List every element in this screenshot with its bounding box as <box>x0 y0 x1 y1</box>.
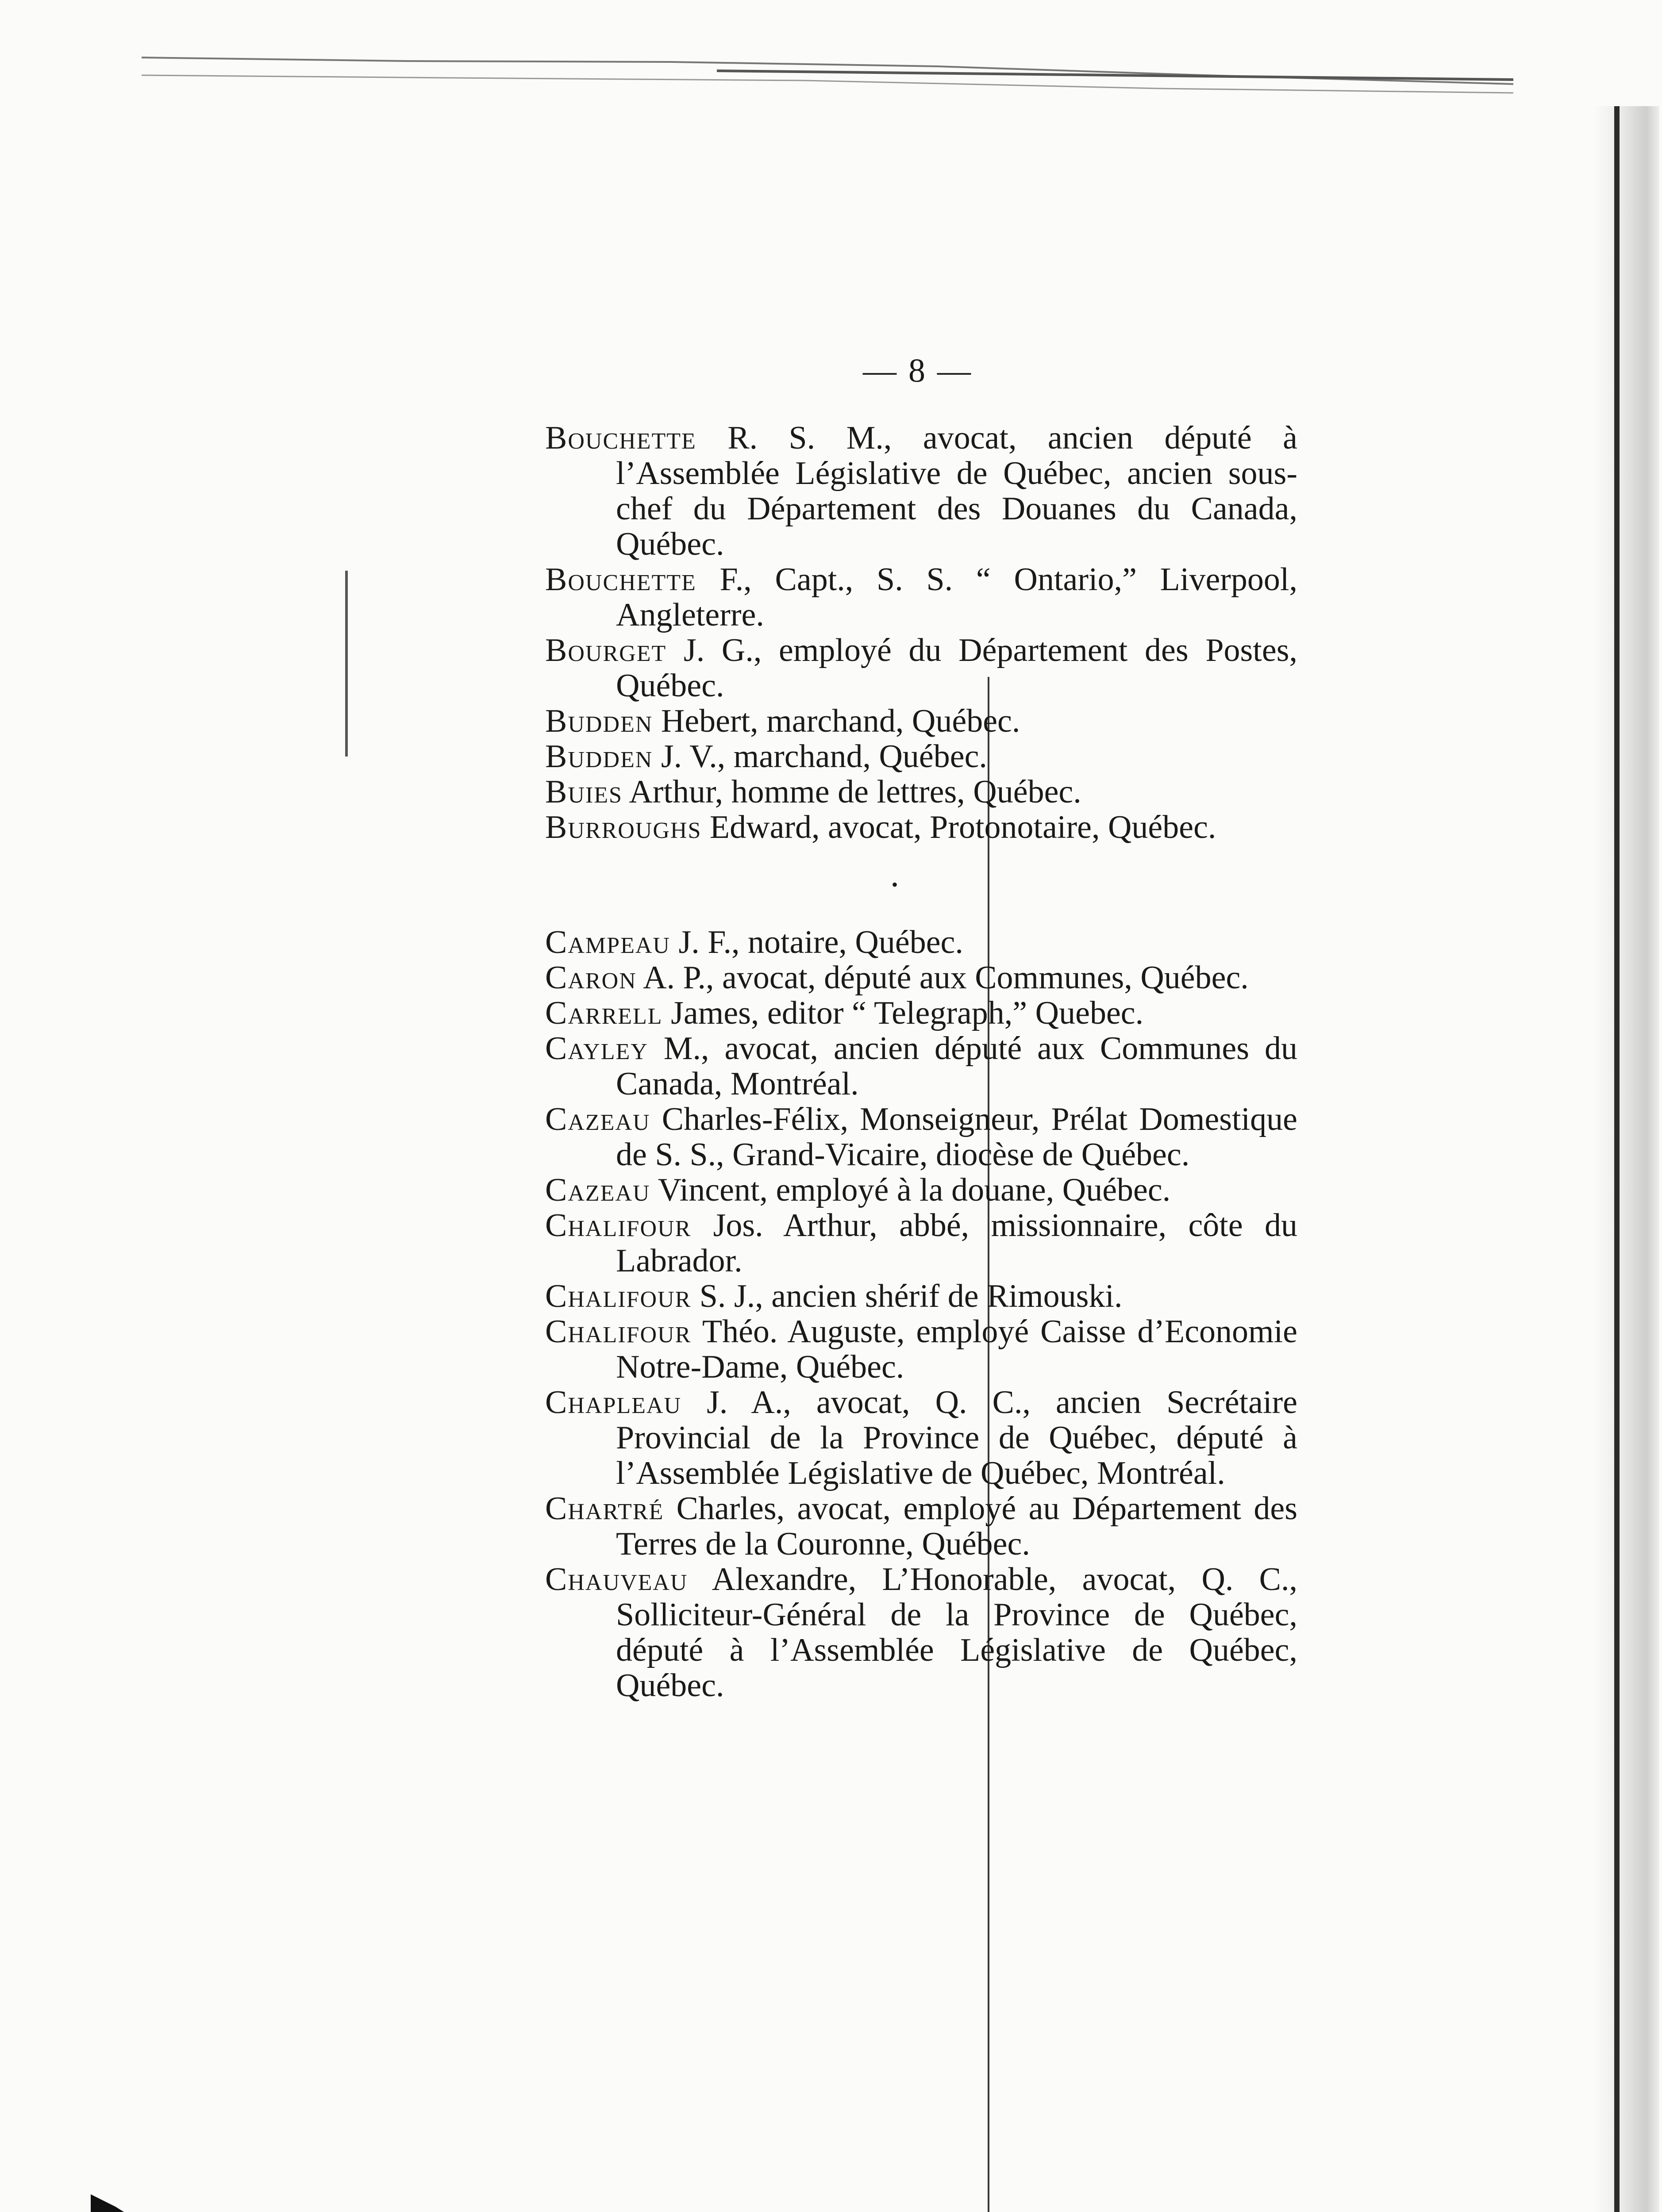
entry-surname: Bouchette <box>545 561 696 598</box>
directory-entry <box>545 1279 1297 1314</box>
directory-entry <box>545 420 1297 562</box>
entry-details: Arthur, homme de lettres, Québec. <box>622 774 1081 810</box>
entry-details: J. G., employé du Département des Postes, Québec. <box>616 632 1297 704</box>
directory-entry <box>545 1208 1297 1279</box>
entry-surname: Bourget <box>545 632 667 668</box>
entry-details: A. P., avocat, député aux Communes, Québec. <box>636 960 1249 996</box>
directory-entry <box>545 960 1297 995</box>
directory-entry <box>545 810 1297 845</box>
directory-entry <box>545 1491 1297 1562</box>
page-number: — 8 — <box>863 352 973 389</box>
directory-entry <box>545 1562 1297 1703</box>
entry-surname: Chalifour <box>545 1207 692 1244</box>
entry-details: J. V., marchand, Québec. <box>653 738 987 775</box>
corner-ink-blot <box>91 2194 162 2212</box>
entry-surname: Budden <box>545 738 653 775</box>
entry-details: Théo. Auguste, employé Caisse d’Economie Notre-Dame, Québec. <box>616 1313 1297 1385</box>
margin-pencil-mark <box>345 571 348 757</box>
directory-entry <box>545 633 1297 703</box>
directory-entry <box>545 1172 1297 1208</box>
entry-details: Edward, avocat, Protonotaire, Québec. <box>701 809 1216 845</box>
directory-entry <box>545 739 1297 774</box>
scan-streak <box>142 49 1513 97</box>
entry-details: Jos. Arthur, abbé, missionnaire, côte du Labrador. <box>616 1207 1297 1279</box>
entry-surname: Cazeau <box>545 1101 650 1137</box>
entries-b-section <box>545 420 1297 845</box>
entry-details: James, editor “ Telegraph,” Quebec. <box>662 995 1144 1031</box>
entry-surname: Cayley <box>545 1030 648 1067</box>
entry-details: F., Capt., S. S. “ Ontario,” Liverpool, Angleterre. <box>616 561 1297 633</box>
directory-entry <box>545 1031 1297 1102</box>
entry-details: R. S. M., avocat, ancien député à l’Assemblée Législative de Québec, ancien sous-chef du Département des Douanes du Canada, Québec. <box>616 420 1297 562</box>
directory-entry <box>545 995 1297 1031</box>
entry-surname: Chalifour <box>545 1278 692 1314</box>
entry-surname: Cazeau <box>545 1172 650 1208</box>
directory-entry <box>545 703 1297 739</box>
entry-surname: Chauveau <box>545 1561 688 1598</box>
entry-details: Vincent, employé à la douane, Québec. <box>650 1172 1171 1208</box>
entry-details: Hebert, marchand, Québec. <box>653 703 1020 739</box>
entry-surname: Buies <box>545 774 623 810</box>
entry-details: Charles, avocat, employé au Département des Terres de la Couronne, Québec. <box>616 1490 1297 1562</box>
entry-surname: Chapleau <box>545 1384 682 1421</box>
entry-surname: Budden <box>545 703 653 739</box>
entry-details: Alexandre, L’Honorable, avocat, Q. C., Solliciteur-Général de la Province de Québec, député à l’Assemblée Législative de Québec, Québec. <box>616 1561 1297 1704</box>
page-edge-shadow <box>1593 106 1659 2212</box>
entry-details: J. F., notaire, Québec. <box>670 924 963 960</box>
entry-details: M., avocat, ancien député aux Communes du Canada, Montréal. <box>616 1030 1297 1102</box>
entry-surname: Chalifour <box>545 1313 692 1350</box>
directory-entries <box>545 420 1297 1703</box>
directory-entry <box>545 562 1297 633</box>
entry-details: S. J., ancien shérif de Rimouski. <box>691 1278 1123 1314</box>
entry-surname: Chartré <box>545 1490 664 1527</box>
entries-c-section <box>545 925 1297 1703</box>
entry-surname: Bouchette <box>545 420 696 456</box>
entry-surname: Burroughs <box>545 809 702 845</box>
entry-details: Charles-Félix, Monseigneur, Prélat Domestique de S. S., Grand-Vicaire, diocèse de Québec. <box>616 1101 1297 1173</box>
entry-surname: Campeau <box>545 924 670 960</box>
directory-entry <box>545 1314 1297 1385</box>
directory-entry <box>545 1102 1297 1172</box>
section-separator: • <box>891 875 898 895</box>
directory-entry <box>545 774 1297 810</box>
entry-surname: Carrell <box>545 995 663 1031</box>
directory-entry <box>545 1385 1297 1491</box>
entry-surname: Caron <box>545 960 637 996</box>
directory-entry <box>545 925 1297 960</box>
page-edge-line <box>1614 106 1620 2212</box>
entry-details: J. A., avocat, Q. C., ancien Secrétaire Provincial de la Province de Québec, député à l’Assemblée Législative de Québec, Montréal. <box>616 1384 1297 1491</box>
